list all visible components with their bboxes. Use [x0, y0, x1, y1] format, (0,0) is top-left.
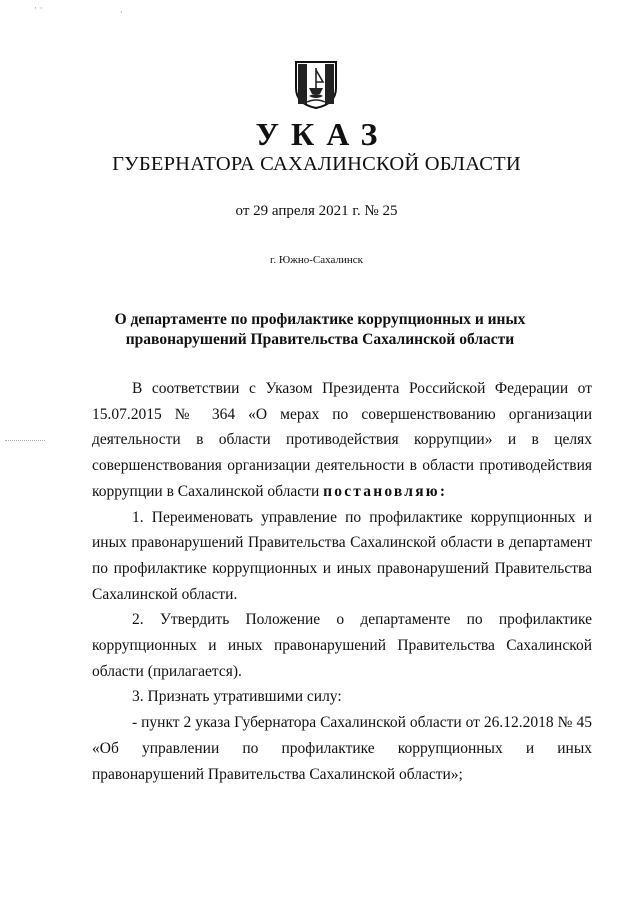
- document-heading: [110, 310, 530, 350]
- document-city: г. Южно-Сахалинск: [270, 254, 363, 266]
- intro-text: В соответствии с Указом Президента Российской Федерации от 15.07.2015 № 364 «О мерах по совершенствованию организации деятельности в области противодействия коррупции» и в целях совершенствования организации деятельности в области противодействия коррупции в Сахалинской области: [92, 380, 592, 500]
- scan-artifact: ·: [120, 8, 123, 18]
- intro-emphasis: постановляю:: [323, 482, 448, 500]
- scan-artifact: · ·: [34, 4, 43, 14]
- heading-line: О департаменте по профилактике коррупционных и иных: [114, 311, 526, 328]
- paragraph-3a: - пункт 2 указа Губернатора Сахалинской области от 26.12.2018 № 45 «Об управлении по профилактике коррупционных и иных правонарушений Правительства Сахалинской области»;: [92, 714, 592, 783]
- sakhalin-coat-of-arms-icon: [293, 58, 339, 110]
- intro-paragraph: [92, 376, 592, 505]
- paragraph-1: 1. Переименовать управление по профилактике коррупционных и иных правонарушений Правительства Сахалинской области в департамент по профилактике коррупционных и иных правонарушений Правительства Сахалинской области.: [92, 508, 592, 603]
- document-body: [92, 376, 592, 787]
- paragraph-3: 3. Признать утратившими силу:: [132, 688, 342, 706]
- document-dateline: от 29 апреля 2021 г. № 25: [235, 203, 398, 219]
- scan-artifact: [5, 440, 45, 441]
- document-subtitle: ГУБЕРНАТОРА САХАЛИНСКОЙ ОБЛАСТИ: [112, 153, 521, 175]
- document-title: УКАЗ: [255, 116, 390, 152]
- paragraph-2: 2. Утвердить Положение о департаменте по профилактике коррупционных и иных правонарушений Правительства Сахалинской области (прилагается).: [92, 611, 592, 680]
- heading-line: правонарушений Правительства Сахалинской области: [125, 331, 515, 348]
